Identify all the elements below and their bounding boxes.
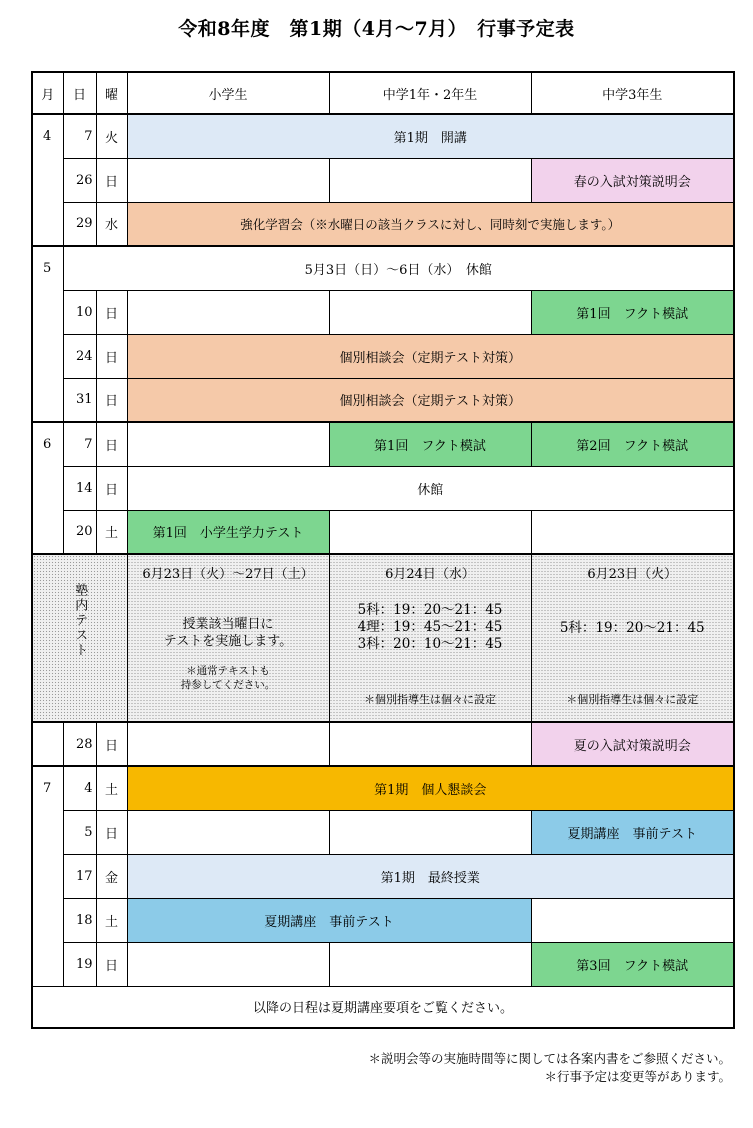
test-note: ＊個別指導生は個々に設定: [364, 693, 496, 706]
header-junior-1-2: 中学1年・2年生: [329, 72, 531, 114]
table-row: [32, 114, 734, 158]
header-elementary: 小学生: [127, 72, 329, 114]
day-cell: 24: [63, 334, 96, 378]
table-row: [32, 202, 734, 246]
day-cell: 28: [63, 722, 96, 766]
month-cell-may: 5: [32, 246, 63, 422]
note-line: ＊説明会等の実施時間等に関しては各案内書をご参照ください。: [368, 1051, 731, 1066]
header-row: [32, 72, 734, 114]
weekday-cell: 日: [96, 466, 127, 510]
header-month: 月: [32, 72, 63, 114]
weekday-cell: 土: [96, 510, 127, 554]
test-label: 塾内テスト: [72, 583, 88, 658]
note-line: ＊行事予定は変更等があります。: [544, 1069, 731, 1084]
test-date: 6月24日（水）: [385, 567, 475, 582]
event-cell: 第1回 フクト模試: [329, 422, 531, 466]
test-row: [32, 554, 734, 722]
day-cell: 18: [63, 898, 96, 942]
test-date: 6月23日（火）: [587, 567, 678, 582]
test-note: ＊個別指導生は個々に設定: [566, 693, 699, 706]
table-row: [32, 510, 734, 554]
event-cell: 休館: [127, 466, 734, 510]
test-label-cell: [32, 554, 127, 722]
empty-cell: [127, 722, 329, 766]
table-row: [32, 766, 734, 810]
weekday-cell: 日: [96, 422, 127, 466]
table-row: [32, 334, 734, 378]
test-times: 5科：19：20～21：45: [559, 620, 705, 636]
empty-cell: [329, 290, 531, 334]
weekday-cell: 土: [96, 766, 127, 810]
empty-cell: [127, 422, 329, 466]
footer-message: 以降の日程は夏期講座要項をご覧ください。: [32, 986, 734, 1028]
weekday-cell: 土: [96, 898, 127, 942]
event-cell: 第1期 開講: [127, 114, 734, 158]
table-row: [32, 466, 734, 510]
month-cell-june: 6: [32, 422, 63, 554]
header-weekday: 曜: [96, 72, 127, 114]
day-cell: 26: [63, 158, 96, 202]
table-row: [32, 810, 734, 854]
empty-cell: [329, 942, 531, 986]
test-times: 5科：19：20～21：45 4理：19：45～21：45 3科：20：10～21：45: [357, 602, 503, 652]
event-cell: 夏期講座 事前テスト: [531, 810, 734, 854]
month-cell-empty: [32, 722, 63, 766]
table-row: [32, 898, 734, 942]
notes: [368, 1050, 731, 1086]
weekday-cell: 日: [96, 334, 127, 378]
table-row: [32, 854, 734, 898]
page-title: 令和8年度 第1期（4月～7月） 行事予定表: [178, 18, 575, 40]
closed-notice: 5月3日（日）～6日（水） 休館: [63, 246, 734, 290]
event-cell: 第1回 小学生学力テスト: [127, 510, 329, 554]
event-cell: 個別相談会（定期テスト対策）: [127, 334, 734, 378]
table-row: [32, 246, 734, 290]
table-row: [32, 378, 734, 422]
day-cell: 10: [63, 290, 96, 334]
table-row: [32, 942, 734, 986]
event-cell: 強化学習会（※水曜日の該当クラスに対し、同時刻で実施します。）: [127, 202, 734, 246]
empty-cell: [127, 942, 329, 986]
empty-cell: [127, 810, 329, 854]
header-junior-3: 中学3年生: [531, 72, 734, 114]
test-cell-junior-3: [531, 554, 734, 722]
empty-cell: [329, 158, 531, 202]
weekday-cell: 日: [96, 158, 127, 202]
event-cell: 個別相談会（定期テスト対策）: [127, 378, 734, 422]
test-cell-junior-1-2: [329, 554, 531, 722]
event-cell: 春の入試対策説明会: [531, 158, 734, 202]
test-cell-elementary: [127, 554, 329, 722]
empty-cell: [531, 510, 734, 554]
event-cell: 夏期講座 事前テスト: [127, 898, 531, 942]
empty-cell: [127, 158, 329, 202]
test-note: ＊通常テキストも 持参してください。: [180, 665, 276, 691]
day-cell: 5: [63, 810, 96, 854]
day-cell: 4: [63, 766, 96, 810]
event-cell: 第1回 フクト模試: [531, 290, 734, 334]
test-date: 6月23日（火）～27日（土）: [142, 567, 314, 582]
empty-cell: [127, 290, 329, 334]
schedule-table: [31, 71, 735, 1029]
weekday-cell: 日: [96, 722, 127, 766]
event-cell: 夏の入試対策説明会: [531, 722, 734, 766]
header-day: 日: [63, 72, 96, 114]
event-cell: 第1期 個人懇談会: [127, 766, 734, 810]
weekday-cell: 日: [96, 378, 127, 422]
table-row: [32, 158, 734, 202]
day-cell: 29: [63, 202, 96, 246]
test-description: 授業該当曜日に テストを実施します。: [163, 617, 293, 649]
event-cell: 第1期 最終授業: [127, 854, 734, 898]
weekday-cell: 日: [96, 290, 127, 334]
day-cell: 14: [63, 466, 96, 510]
day-cell: 7: [63, 422, 96, 466]
weekday-cell: 火: [96, 114, 127, 158]
month-cell-july: 7: [32, 766, 63, 986]
footer-row: [32, 986, 734, 1028]
empty-cell: [329, 510, 531, 554]
month-cell-april: 4: [32, 114, 63, 246]
event-cell: 第2回 フクト模試: [531, 422, 734, 466]
day-cell: 31: [63, 378, 96, 422]
weekday-cell: 水: [96, 202, 127, 246]
empty-cell: [329, 810, 531, 854]
day-cell: 19: [63, 942, 96, 986]
weekday-cell: 日: [96, 810, 127, 854]
weekday-cell: 金: [96, 854, 127, 898]
weekday-cell: 日: [96, 942, 127, 986]
empty-cell: [531, 898, 734, 942]
table-row: [32, 290, 734, 334]
empty-cell: [329, 722, 531, 766]
day-cell: 17: [63, 854, 96, 898]
day-cell: 7: [63, 114, 96, 158]
day-cell: 20: [63, 510, 96, 554]
event-cell: 第3回 フクト模試: [531, 942, 734, 986]
table-row: [32, 722, 734, 766]
table-row: [32, 422, 734, 466]
